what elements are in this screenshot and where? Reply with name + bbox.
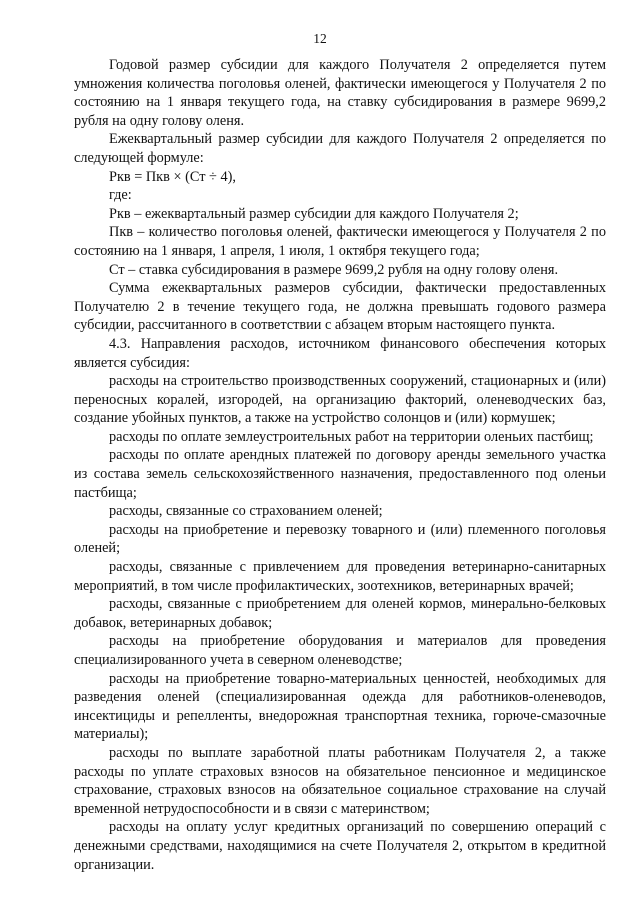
expense-item: расходы, связанные с приобретением для оленей кормов, минерально-белковых добавок, ветеринарных добавок; [74, 596, 606, 631]
formula: Ркв = Пкв × (Ст ÷ 4), [109, 168, 236, 185]
expense-item: расходы на приобретение и перевозку товарного и (или) племенного поголовья оленей; [74, 521, 606, 557]
expense-item: расходы по оплате землеустроительных работ на территории оленьих пастбищ; [109, 428, 594, 445]
paragraph: Годовой размер субсидии для каждого Получателя 2 определяется путем умножения количества поголовья оленей, фактически имеющегося у Получателя 2 по состоянию на 1 января текущего года, на ставку субсидирования в размере 9699,2 рубля на одну голову оленя. [74, 57, 606, 129]
expense-item: расходы на строительство производственных сооружений, стационарных и (или) переносных коралей, изгородей, на организацию факторий, оленеводческих баз, создание убойных пунктов, а также на устройство солонцов и (или) кормушек; [74, 373, 606, 427]
expense-item: расходы на оплату услуг кредитных организаций по совершению операций с денежными средствами, находящимися на счете Получателя 2, открытом в кредитной организации. [74, 819, 606, 873]
document-body [74, 56, 606, 874]
expense-item: расходы по выплате заработной платы работникам Получателя 2, а также расходы по уплате страховых взносов на обязательное пенсионное и медицинское страхование, страховых взносов на обязательное социальное страхование на случай временной нетрудоспособности и в связи с материнством; [74, 744, 606, 817]
section-heading-paragraph: 4.3. Направления расходов, источником финансового обеспечения которых является субсидия: [74, 335, 606, 371]
expense-item: расходы, связанные со страхованием оленей; [109, 503, 383, 520]
expense-item: расходы на приобретение товарно-материальных ценностей, необходимых для разведения оленей (специализированная одежда для работников-оленеводов, инсектициды и репелленты, внедорожная транспортная техника, горюче-смазочные материалы); [74, 670, 606, 743]
expense-item: расходы на приобретение оборудования и материалов для проведения специализированного учета в северном оленеводстве; [74, 633, 606, 668]
paragraph: Сумма ежеквартальных размеров субсидии, фактически предоставленных Получателю 2 в течение текущего года, не должна превышать годового размера субсидии, рассчитанного в соответствии с абзацем вторым настоящего пункта. [74, 280, 606, 334]
paragraph: Ежеквартальный размер субсидии для каждого Получателя 2 определяется по следующей формуле: [74, 131, 606, 166]
expense-item: расходы по оплате арендных платежей по договору аренды земельного участка из состава земель сельскохозяйственного назначения, предоставленного под оленьи пастбища; [74, 447, 606, 501]
formula-where-label: где: [109, 187, 132, 204]
formula-definition: Ст – ставка субсидирования в размере 9699,2 рубля на одну голову оленя. [109, 261, 559, 278]
page-number: 12 [313, 31, 327, 46]
formula-definition: Ркв – ежеквартальный размер субсидии для каждого Получателя 2; [109, 205, 519, 222]
formula-definition: Пкв – количество поголовья оленей, фактически имеющегося у Получателя 2 по состоянию на 1 января, 1 апреля, 1 июля, 1 октября текущего года; [74, 224, 606, 259]
expense-item: расходы, связанные с привлечением для проведения ветеринарно-санитарных мероприятий, в том числе профилактических, зоотехников, ветеринарных врачей; [74, 559, 606, 594]
